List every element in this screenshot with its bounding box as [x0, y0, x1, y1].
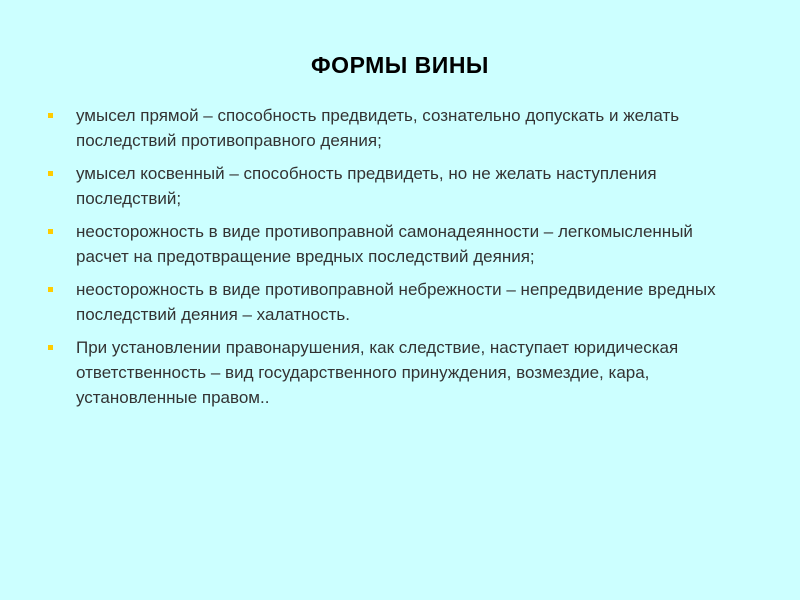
list-item — [42, 335, 742, 410]
list-item-text: неосторожность в виде противоправной небрежности – непредвидение вредных последствий деяния – халатность. — [76, 280, 716, 324]
list-item — [42, 103, 742, 153]
square-bullet-icon — [48, 229, 53, 234]
list-item — [42, 277, 742, 327]
square-bullet-icon — [48, 171, 53, 176]
slide-title: ФОРМЫ ВИНЫ — [311, 52, 489, 78]
square-bullet-icon — [48, 113, 53, 118]
list-item-text: умысел косвенный – способность предвидеть, но не желать наступления последствий; — [76, 164, 657, 208]
list-item-text: умысел прямой – способность предвидеть, сознательно допускать и желать последствий противоправного деяния; — [76, 106, 680, 150]
square-bullet-icon — [48, 287, 53, 292]
list-item — [42, 161, 742, 211]
list-item-text: неосторожность в виде противоправной самонадеянности – легкомысленный расчет на предотвращение вредных последствий деяния; — [76, 222, 693, 266]
list-item — [42, 219, 742, 269]
square-bullet-icon — [48, 345, 53, 350]
bullet-list — [42, 103, 742, 418]
list-item-text: При установлении правонарушения, как следствие, наступает юридическая ответственность – вид государственного принуждения, возмездие, кара, установленные правом.. — [76, 338, 679, 407]
